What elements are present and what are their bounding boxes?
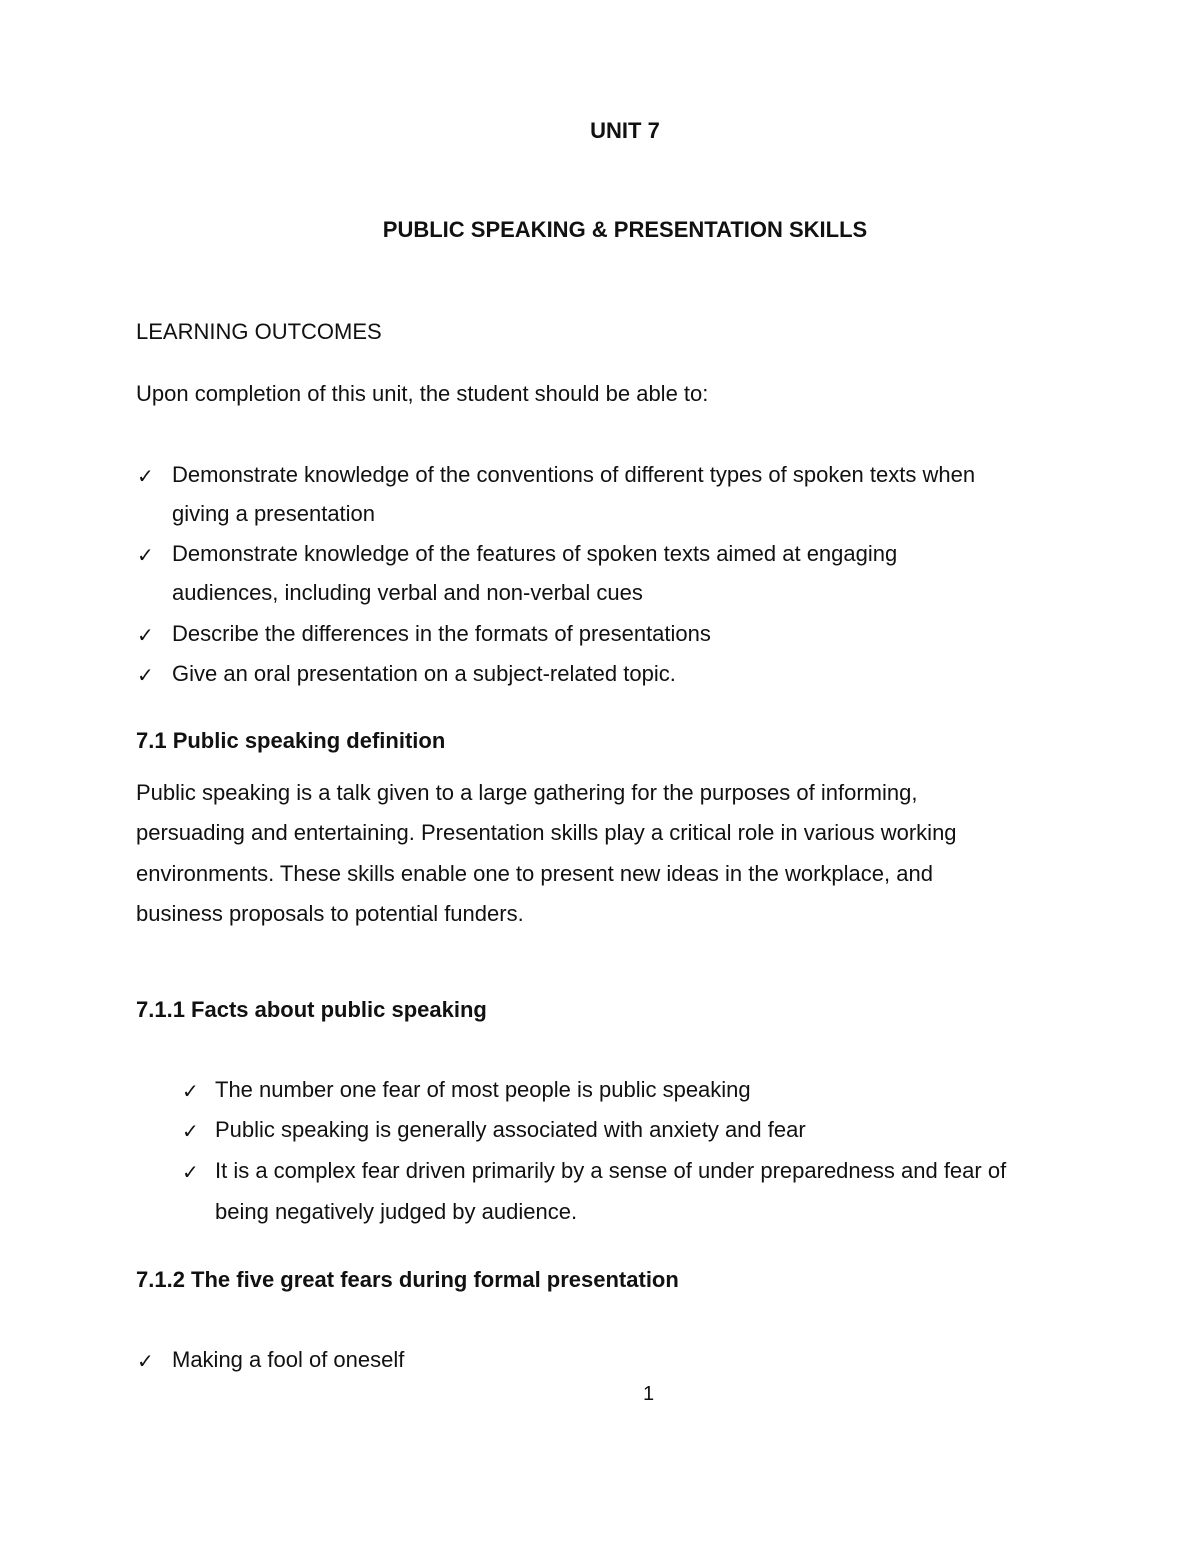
check-mark-icon: ✓ bbox=[137, 1349, 154, 1373]
section-heading-7-1-2: 7.1.2 The five great fears during formal presentation bbox=[136, 1267, 679, 1292]
paragraph-line: business proposals to potential funders. bbox=[136, 901, 524, 926]
paragraph-line: Public speaking is a talk given to a large gathering for the purposes of informing, bbox=[136, 780, 918, 805]
list-item-continuation: being negatively judged by audience. bbox=[215, 1199, 578, 1224]
paragraph-line: persuading and entertaining. Presentation skills play a critical role in various working bbox=[136, 820, 957, 845]
list-item-continuation: giving a presentation bbox=[172, 501, 376, 526]
section-heading-7-1-1: 7.1.1 Facts about public speaking bbox=[136, 997, 487, 1022]
check-mark-icon: ✓ bbox=[137, 543, 154, 567]
list-item: Demonstrate knowledge of the conventions of different types of spoken texts when bbox=[172, 462, 976, 487]
check-mark-icon: ✓ bbox=[182, 1079, 199, 1103]
learning-outcomes-heading: LEARNING OUTCOMES bbox=[136, 319, 382, 344]
list-item: Give an oral presentation on a subject-related topic. bbox=[172, 661, 676, 686]
check-mark-icon: ✓ bbox=[137, 663, 154, 687]
list-item-continuation: audiences, including verbal and non-verbal cues bbox=[172, 580, 643, 605]
learning-outcomes-intro: Upon completion of this unit, the student should be able to: bbox=[136, 381, 709, 406]
check-mark-icon: ✓ bbox=[182, 1160, 199, 1184]
page-title: PUBLIC SPEAKING & PRESENTATION SKILLS bbox=[382, 217, 868, 242]
list-item: It is a complex fear driven primarily by a sense of under preparedness and fear of bbox=[215, 1158, 1007, 1183]
list-item: Describe the differences in the formats of presentations bbox=[172, 621, 711, 646]
page-number: 1 bbox=[643, 1383, 655, 1405]
section-heading-7-1: 7.1 Public speaking definition bbox=[136, 728, 446, 753]
list-item: Making a fool of oneself bbox=[172, 1347, 405, 1372]
list-item: Demonstrate knowledge of the features of spoken texts aimed at engaging bbox=[172, 541, 898, 566]
check-mark-icon: ✓ bbox=[182, 1119, 199, 1143]
paragraph-line: environments. These skills enable one to present new ideas in the workplace, and bbox=[136, 861, 933, 886]
check-mark-icon: ✓ bbox=[137, 623, 154, 647]
unit-title: UNIT 7 bbox=[590, 118, 660, 143]
list-item: The number one fear of most people is public speaking bbox=[215, 1077, 751, 1102]
list-item: Public speaking is generally associated with anxiety and fear bbox=[215, 1117, 806, 1142]
check-mark-icon: ✓ bbox=[137, 464, 154, 488]
